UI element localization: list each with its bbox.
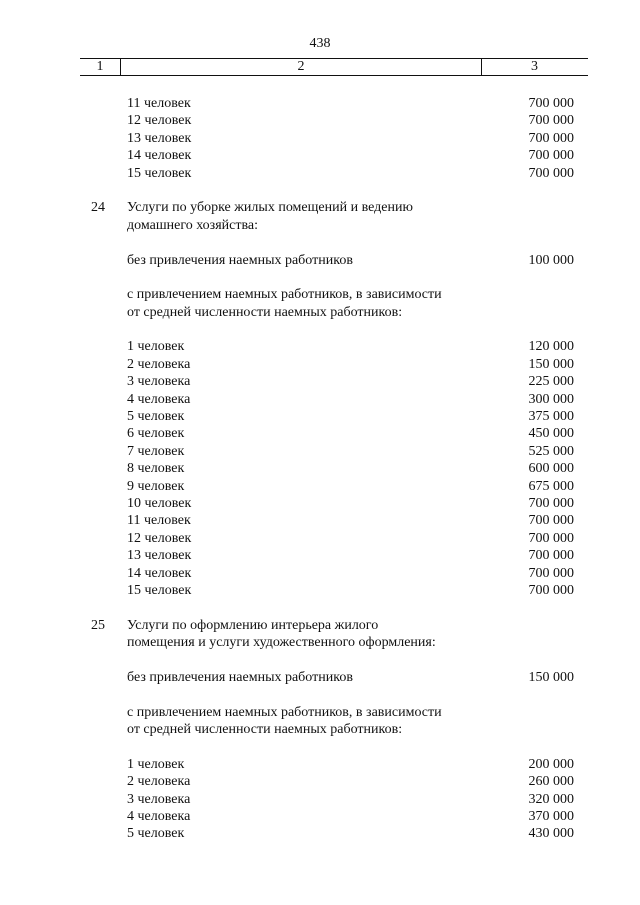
row-label: 2 человека xyxy=(127,356,191,372)
row-label: 14 человек xyxy=(127,565,192,581)
table-row xyxy=(0,756,640,773)
row-label: 12 человек xyxy=(127,530,192,546)
row-value: 700 000 xyxy=(528,530,574,546)
table-row xyxy=(0,547,640,564)
row-label: 2 человека xyxy=(127,774,191,790)
row-label: 11 человек xyxy=(127,96,191,111)
row-label: 5 человек xyxy=(127,409,185,425)
section-24 xyxy=(0,199,640,599)
table-row xyxy=(0,408,640,425)
table-row xyxy=(0,825,640,842)
row-value: 675 000 xyxy=(528,478,574,494)
section-title-line: Услуги по уборке жилых помещений и ведению xyxy=(127,200,413,216)
section-title-row xyxy=(0,199,640,216)
row-label: 13 человек xyxy=(127,548,192,564)
row-label: 1 человек xyxy=(127,339,185,355)
section-title-line: домашнего хозяйства: xyxy=(127,217,259,233)
row-label: 12 человек xyxy=(127,113,192,129)
row-label: 3 человека xyxy=(127,791,191,807)
row-label: 4 человека xyxy=(127,391,191,407)
row-label: 5 человек xyxy=(127,826,185,842)
row-value: 300 000 xyxy=(528,391,574,407)
table-row xyxy=(0,425,640,442)
with-hired-label: от средней численности наемных работников: xyxy=(127,722,403,738)
table-row xyxy=(0,147,640,164)
row-value: 525 000 xyxy=(528,443,574,459)
without-hired-row xyxy=(0,669,640,686)
row-value: 700 000 xyxy=(528,148,574,164)
row-value: 700 000 xyxy=(528,513,574,529)
without-hired-value: 150 000 xyxy=(528,669,574,685)
row-label: 15 человек xyxy=(127,165,192,181)
row-value: 700 000 xyxy=(528,113,574,129)
header-col-3: 3 xyxy=(531,59,538,74)
table-row xyxy=(0,773,640,790)
row-label: 4 человека xyxy=(127,809,191,825)
table-row xyxy=(0,165,640,182)
table-row xyxy=(0,791,640,808)
row-value: 600 000 xyxy=(528,461,574,477)
section-title-row xyxy=(0,617,640,634)
table-row xyxy=(0,495,640,512)
table-row xyxy=(0,95,640,112)
header-col-2: 2 xyxy=(120,59,482,75)
table-row xyxy=(0,512,640,529)
section-title-row xyxy=(0,634,640,651)
page-number: 438 xyxy=(309,36,331,51)
table-row xyxy=(0,478,640,495)
table-row xyxy=(0,808,640,825)
table-row xyxy=(0,391,640,408)
row-value: 430 000 xyxy=(528,826,574,842)
row-value: 120 000 xyxy=(528,339,574,355)
row-value: 700 000 xyxy=(528,96,574,111)
row-value: 225 000 xyxy=(528,374,574,390)
header-col-1: 1 xyxy=(96,59,104,74)
section-title-line: помещения и услуги художественного оформления: xyxy=(127,635,436,651)
row-label: 13 человек xyxy=(127,130,192,146)
row-value: 700 000 xyxy=(528,495,574,511)
row-label: 6 человек xyxy=(127,426,185,442)
without-hired-value: 100 000 xyxy=(528,252,574,268)
row-label: 3 человека xyxy=(127,374,191,390)
continued-rows xyxy=(0,95,640,182)
table-row xyxy=(0,565,640,582)
table-row xyxy=(0,530,640,547)
without-hired-label: без привлечения наемных работников xyxy=(127,252,353,268)
row-label: 7 человек xyxy=(127,443,185,459)
row-value: 700 000 xyxy=(528,548,574,564)
row-value: 700 000 xyxy=(528,582,574,598)
table-row xyxy=(0,130,640,147)
with-hired-label: с привлечением наемных работников, в зависимости xyxy=(127,704,442,720)
row-label: 15 человек xyxy=(127,582,192,598)
row-label: 1 человек xyxy=(127,756,185,772)
without-hired-label: без привлечения наемных работников xyxy=(127,669,353,685)
section-number: 25 xyxy=(91,617,105,633)
row-label: 9 человек xyxy=(127,478,185,494)
section-title-row xyxy=(0,217,640,234)
document-body xyxy=(0,95,640,843)
section-number: 24 xyxy=(91,200,105,216)
row-value: 370 000 xyxy=(528,809,574,825)
row-value: 320 000 xyxy=(528,791,574,807)
row-value: 700 000 xyxy=(528,565,574,581)
row-value: 700 000 xyxy=(528,130,574,146)
row-value: 200 000 xyxy=(528,756,574,772)
row-value: 150 000 xyxy=(528,356,574,372)
table-row xyxy=(0,338,640,355)
section-25 xyxy=(0,617,640,843)
row-value: 260 000 xyxy=(528,774,574,790)
table-row xyxy=(0,582,640,599)
row-label: 14 человек xyxy=(127,148,192,164)
row-value: 450 000 xyxy=(528,426,574,442)
row-label: 10 человек xyxy=(127,495,192,511)
table-row xyxy=(0,460,640,477)
table-row xyxy=(0,373,640,390)
with-hired-label: от средней численности наемных работников: xyxy=(127,304,403,320)
section-title-line: Услуги по оформлению интерьера жилого xyxy=(127,617,379,633)
table-row xyxy=(0,112,640,129)
row-value: 700 000 xyxy=(528,165,574,181)
table-row xyxy=(0,443,640,460)
row-value: 375 000 xyxy=(528,409,574,425)
row-label: 8 человек xyxy=(127,461,185,477)
row-label: 11 человек xyxy=(127,513,191,529)
table-row xyxy=(0,356,640,373)
without-hired-row xyxy=(0,252,640,269)
with-hired-label: с привлечением наемных работников, в зависимости xyxy=(127,287,442,303)
table-header xyxy=(80,58,588,76)
